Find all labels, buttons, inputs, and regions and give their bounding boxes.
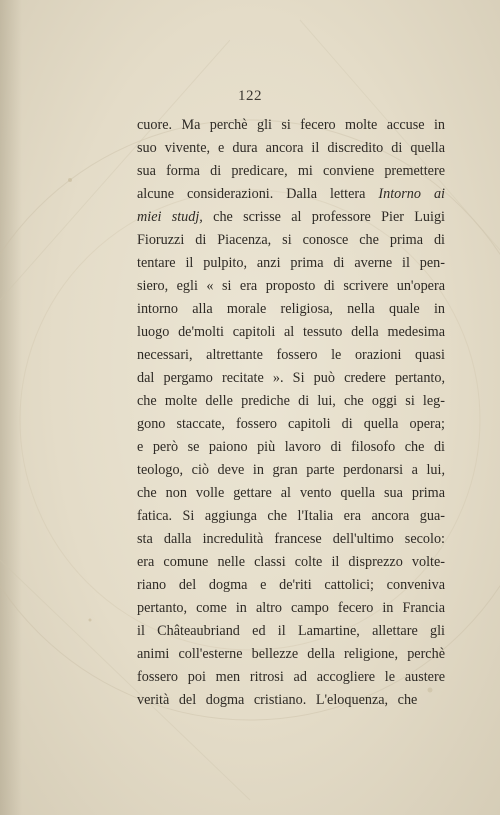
line-text: verità del dogma cristiano. L'eloquenza, che — [137, 692, 418, 708]
line-text: il Châteaubriand ed il Lamartine, allettare gli — [137, 623, 445, 639]
line-text: sua forma di predicare, mi conviene premettere — [137, 163, 445, 179]
text-line — [137, 183, 445, 206]
text-line — [137, 505, 445, 528]
text-line — [137, 551, 445, 574]
line-text: teologo, ciò deve in gran parte perdonarsi a lui, — [137, 462, 445, 478]
text-line — [137, 229, 445, 252]
line-text: era comune nelle classi colte il disprezzo volte- — [137, 554, 445, 570]
line-text: intorno alla morale religiosa, nella quale in — [137, 301, 445, 317]
text-line — [137, 160, 445, 183]
line-text: che non volle gettare al vento quella sua prima — [137, 485, 445, 501]
line-text: gono staccate, fossero capitoli di quella opera; — [137, 416, 445, 432]
line-text: animi coll'esterne bellezze della religione, perchè — [137, 646, 445, 662]
text-line — [137, 114, 445, 137]
line-text: luogo de'molti capitoli al tessuto della medesima — [137, 324, 445, 340]
line-text: che molte delle prediche di lui, che oggi si leg- — [137, 393, 445, 409]
line-text: suo vivente, e dura ancora il discredito di quella — [137, 140, 445, 156]
line-text: Fioruzzi di Piacenza, si conosce che prima di — [137, 232, 445, 248]
line-text: necessari, altrettante fossero le orazioni quasi — [137, 347, 445, 363]
line-text: che scrisse al professore Pier Luigi — [202, 209, 445, 225]
text-line — [137, 666, 445, 689]
text-line — [137, 597, 445, 620]
text-line — [137, 321, 445, 344]
line-text: cuore. Ma perchè gli si fecero molte accuse in — [137, 117, 445, 133]
text-line — [137, 689, 445, 712]
text-line — [137, 344, 445, 367]
text-line — [137, 620, 445, 643]
page-number: 122 — [238, 88, 262, 104]
text-line — [137, 206, 445, 229]
line-text: sta dalla incredulità francese dell'ultimo secolo: — [137, 531, 445, 547]
italic-title: miei studj, — [137, 209, 203, 225]
line-text: fatica. Si aggiunga che l'Italia era ancora gua- — [137, 508, 445, 524]
page-edge-shadow — [0, 0, 22, 815]
text-line — [137, 643, 445, 666]
text-line — [137, 298, 445, 321]
line-text: e però se paiono più lavoro di filosofo che di — [137, 439, 445, 455]
text-line — [137, 413, 445, 436]
text-line — [137, 390, 445, 413]
text-line — [137, 252, 445, 275]
line-text: fossero poi men ritrosi ad accogliere le austere — [137, 669, 445, 685]
text-line — [137, 137, 445, 160]
line-text: riano del dogma e de'riti cattolici; conveniva — [137, 577, 445, 593]
line-text: alcune considerazioni. Dalla lettera — [137, 186, 379, 202]
text-line — [137, 482, 445, 505]
italic-title: Intorno ai — [378, 186, 445, 202]
text-line — [137, 574, 445, 597]
text-line — [137, 275, 445, 298]
text-line — [137, 459, 445, 482]
body-text — [137, 114, 445, 712]
line-text: dal pergamo recitate ». Si può credere pertanto, — [137, 370, 445, 386]
line-text: pertanto, come in altro campo fecero in Francia — [137, 600, 445, 616]
text-line — [137, 436, 445, 459]
text-line — [137, 528, 445, 551]
line-text: tentare il pulpito, anzi prima di averne il pen- — [137, 255, 445, 271]
line-text: siero, egli « si era proposto di scrivere un'opera — [137, 278, 445, 294]
text-line — [137, 367, 445, 390]
